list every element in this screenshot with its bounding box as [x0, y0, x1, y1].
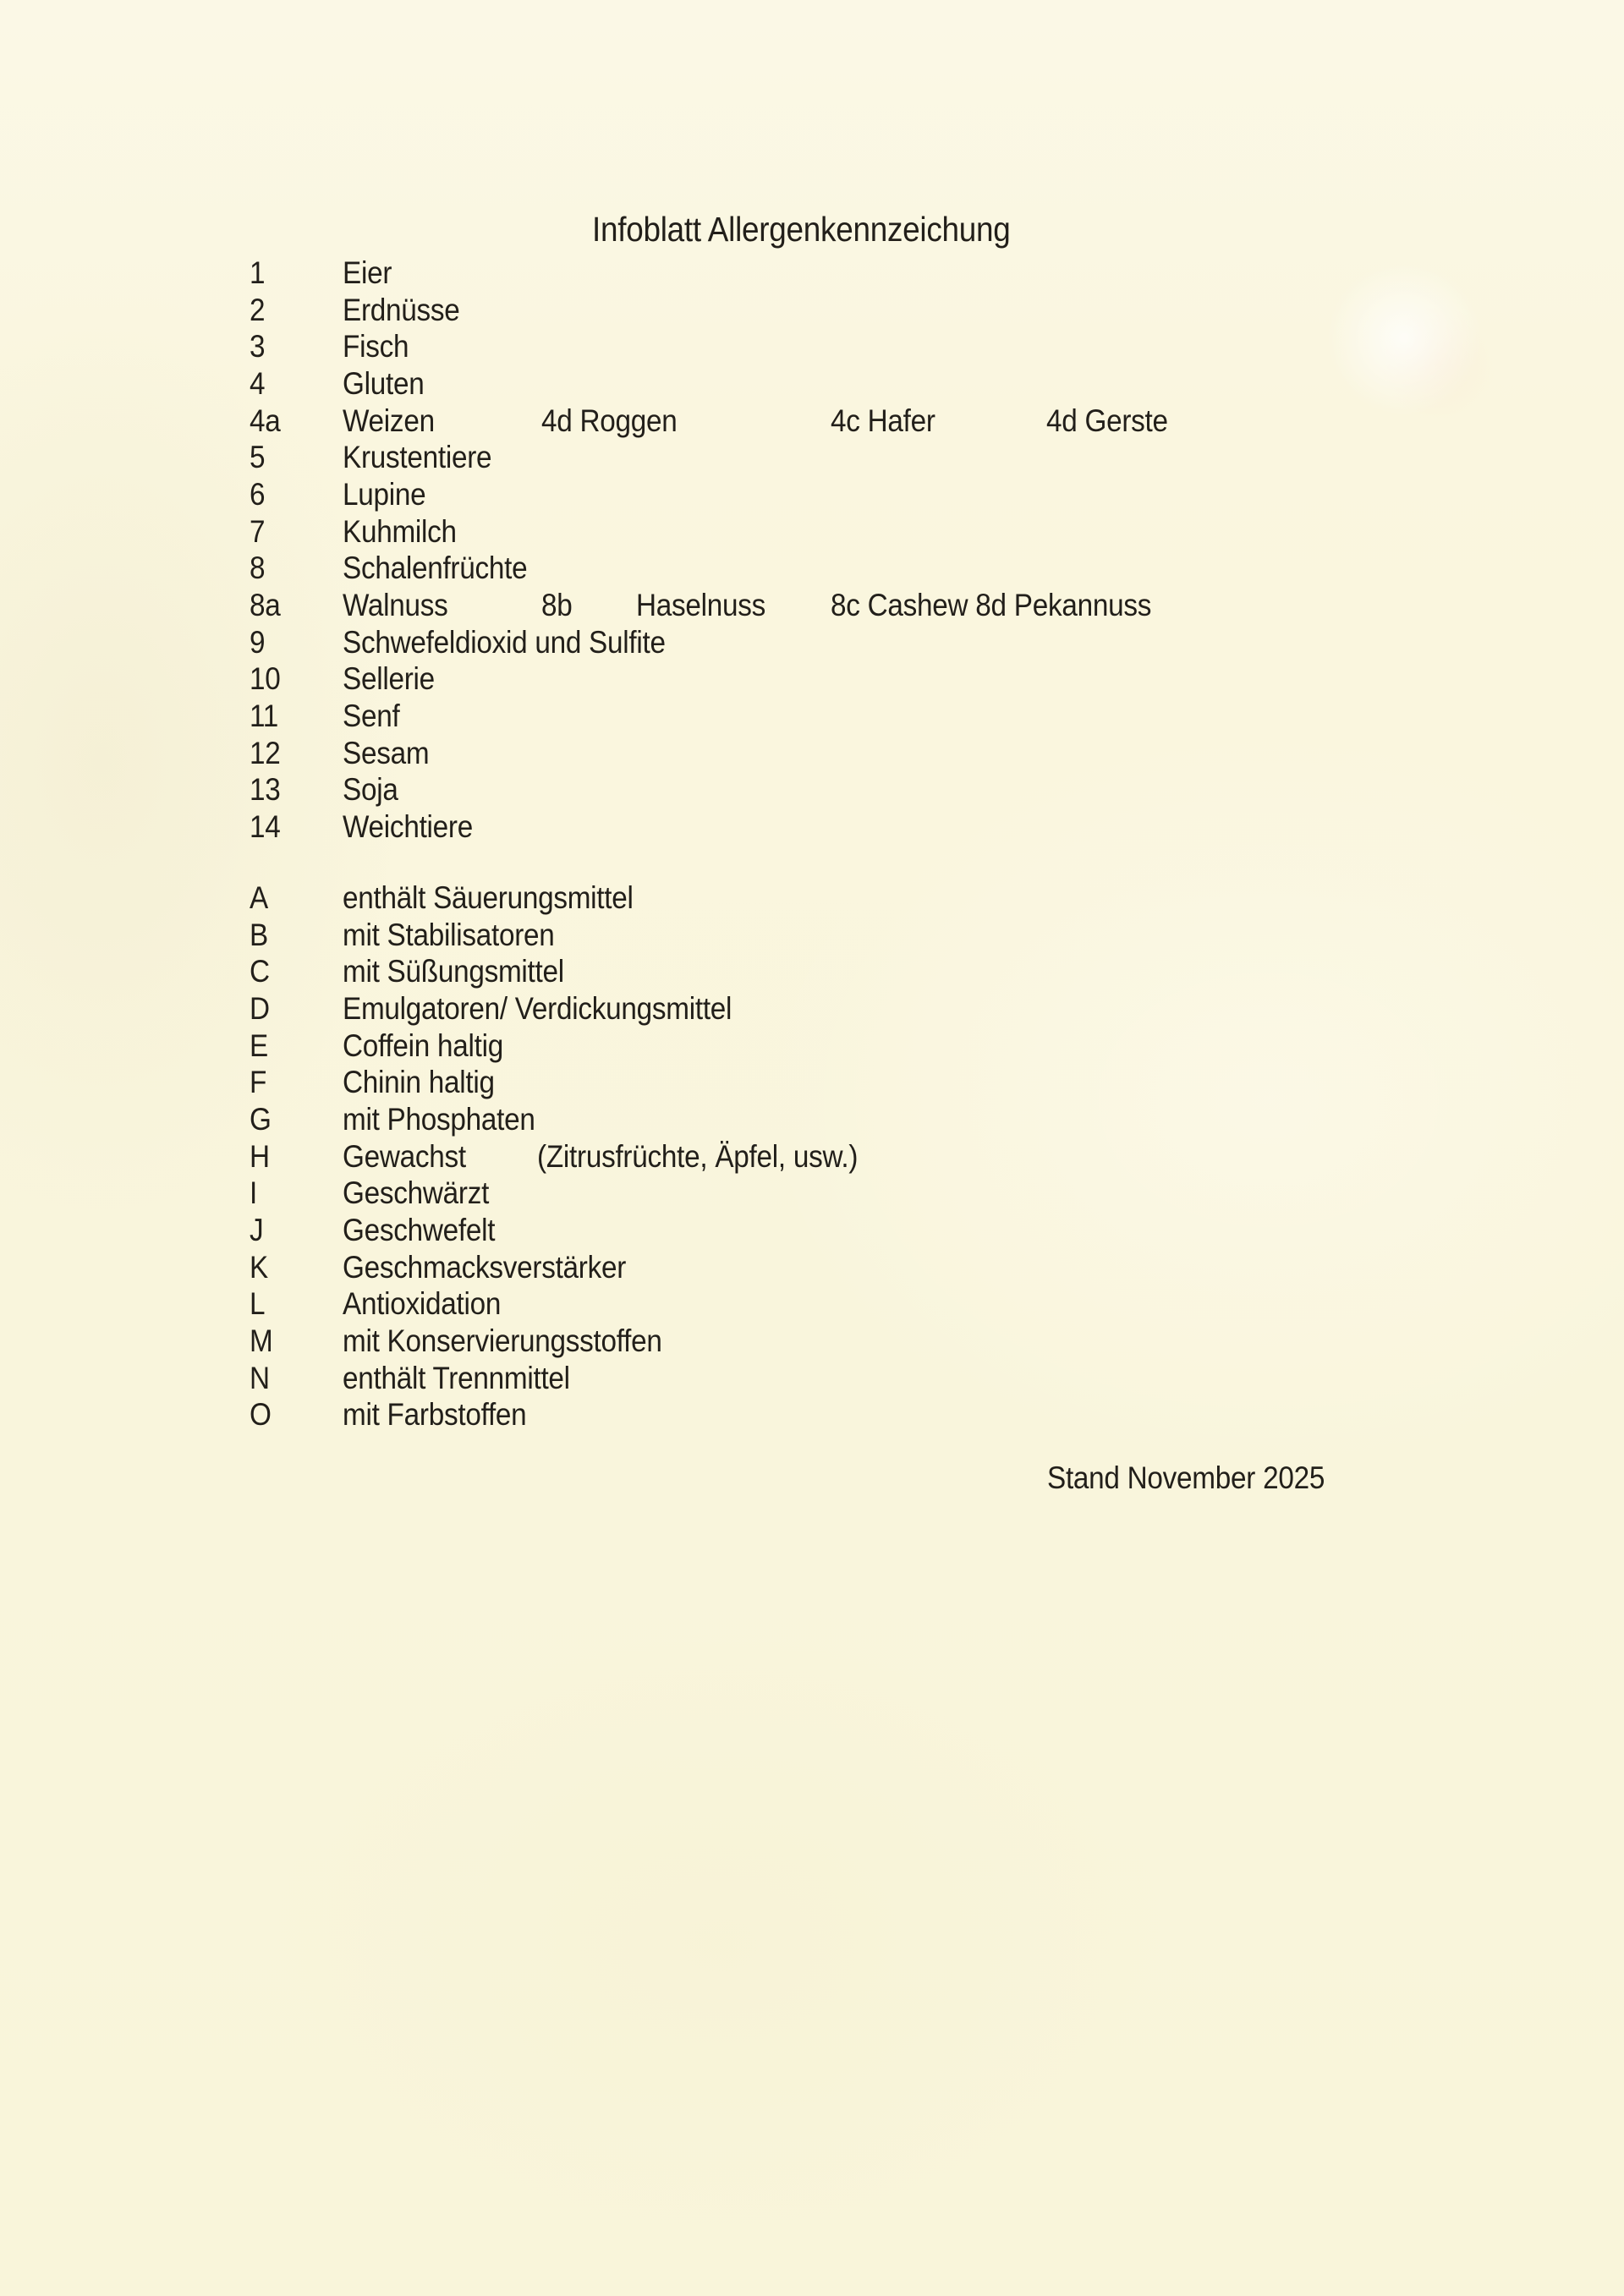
additive-code: O — [250, 1397, 272, 1433]
additive-label: enthält Säuerungsmittel — [343, 879, 634, 915]
allergen-row — [0, 698, 1624, 735]
allergen-number: 6 — [250, 476, 266, 512]
additive-code: K — [250, 1249, 268, 1285]
allergen-label: Sesam — [343, 735, 430, 770]
additive-code: C — [250, 954, 270, 989]
allergen-subtype-8b: 8b — [541, 588, 573, 623]
additive-row-gewachst — [0, 1138, 1624, 1175]
additive-label: Emulgatoren/ Verdickungsmittel — [343, 990, 732, 1026]
additive-code: F — [250, 1065, 267, 1100]
additive-row — [0, 1360, 1624, 1397]
allergen-number: 1 — [250, 255, 266, 290]
allergen-number: 9 — [250, 624, 266, 660]
allergen-row-gluten-subtypes — [0, 403, 1624, 440]
allergen-row — [0, 735, 1624, 772]
additive-row — [0, 1064, 1624, 1101]
additive-label: enthält Trennmittel — [343, 1360, 570, 1395]
allergen-label: Senf — [343, 699, 400, 734]
additive-label: Antioxidation — [343, 1286, 502, 1322]
allergen-number: 14 — [250, 809, 281, 845]
allergen-label: Krustentiere — [343, 440, 492, 475]
allergen-subtype-gerste: 4d Gerste — [1046, 403, 1168, 438]
allergen-number: 13 — [250, 772, 281, 808]
allergen-row — [0, 439, 1624, 476]
additive-code: G — [250, 1101, 272, 1137]
allergen-number: 3 — [250, 329, 266, 364]
additive-row — [0, 1101, 1624, 1138]
allergen-subtype-haselnuss: Haselnuss — [636, 588, 766, 623]
additive-label: Geschmacksverstärker — [343, 1249, 627, 1285]
allergen-label: Erdnüsse — [343, 292, 460, 327]
allergen-label: Gluten — [343, 365, 425, 401]
additive-label: Geschwefelt — [343, 1213, 496, 1248]
allergen-row — [0, 513, 1624, 551]
additive-code: I — [250, 1175, 257, 1211]
allergen-subtype-cashew-pekannuss: 8c Cashew 8d Pekannuss — [831, 588, 1152, 623]
additive-code: L — [250, 1286, 266, 1322]
additive-code: N — [250, 1360, 270, 1395]
additive-label: Geschwärzt — [343, 1175, 490, 1211]
allergen-label: Walnuss — [343, 588, 448, 623]
additive-label: Coffein haltig — [343, 1027, 503, 1063]
additive-row — [0, 1323, 1624, 1360]
allergen-number: 2 — [250, 292, 266, 327]
additive-row — [0, 990, 1624, 1027]
additive-label: Gewachst — [343, 1138, 466, 1174]
allergen-label: Fisch — [343, 329, 409, 364]
additive-code: M — [250, 1323, 273, 1359]
additive-row — [0, 1027, 1624, 1065]
additive-label: mit Farbstoffen — [343, 1397, 527, 1433]
additive-row — [0, 953, 1624, 990]
allergen-subtype-hafer: 4c Hafer — [831, 403, 935, 438]
allergen-number: 10 — [250, 661, 281, 697]
additive-label: mit Konservierungsstoffen — [343, 1323, 662, 1359]
additive-list — [0, 879, 1624, 1433]
additive-code: J — [250, 1213, 264, 1248]
additive-note: (Zitrusfrüchte, Äpfel, usw.) — [537, 1138, 859, 1174]
allergen-row — [0, 365, 1624, 403]
allergen-label: Sellerie — [343, 661, 435, 697]
additive-code: H — [250, 1138, 270, 1174]
allergen-row — [0, 292, 1624, 329]
allergen-row — [0, 551, 1624, 588]
page-title: Infoblatt Allergenkennzeichung — [592, 210, 1011, 249]
document-date-stamp: Stand November 2025 — [1047, 1460, 1325, 1495]
additive-row — [0, 1212, 1624, 1249]
additive-code: A — [250, 879, 268, 915]
additive-label: mit Phosphaten — [343, 1101, 535, 1137]
allergen-label: Eier — [343, 255, 392, 290]
allergen-number: 5 — [250, 440, 266, 475]
allergen-row — [0, 255, 1624, 292]
allergen-label: Kuhmilch — [343, 513, 457, 549]
additive-code: D — [250, 990, 270, 1026]
allergen-subtype-roggen: 4d Roggen — [541, 403, 678, 438]
allergen-number: 7 — [250, 513, 266, 549]
allergen-number: 4a — [250, 403, 281, 438]
allergen-row — [0, 476, 1624, 513]
allergen-number: 4 — [250, 365, 266, 401]
additive-label: Chinin haltig — [343, 1065, 495, 1100]
allergen-row — [0, 808, 1624, 846]
additive-label: mit Stabilisatoren — [343, 917, 555, 952]
additive-row — [0, 917, 1624, 954]
additive-row — [0, 1249, 1624, 1286]
allergen-label: Weizen — [343, 403, 435, 438]
allergen-label: Schwefeldioxid und Sulfite — [343, 624, 666, 660]
allergen-label: Weichtiere — [343, 809, 473, 845]
additive-row — [0, 879, 1624, 917]
allergen-label: Soja — [343, 772, 398, 808]
allergen-label: Schalenfrüchte — [343, 551, 528, 586]
allergen-row — [0, 661, 1624, 699]
allergen-row — [0, 624, 1624, 661]
additive-code: E — [250, 1027, 268, 1063]
allergen-label: Lupine — [343, 476, 426, 512]
additive-code: B — [250, 917, 268, 952]
allergen-row — [0, 772, 1624, 809]
allergen-list — [0, 255, 1624, 846]
allergen-row — [0, 328, 1624, 365]
allergen-row-nut-subtypes — [0, 587, 1624, 624]
allergen-number: 12 — [250, 735, 281, 770]
additive-label: mit Süßungsmittel — [343, 954, 564, 989]
additive-row — [0, 1286, 1624, 1323]
allergen-number: 8a — [250, 588, 281, 623]
additive-row — [0, 1397, 1624, 1434]
additive-row — [0, 1175, 1624, 1213]
allergen-number: 11 — [250, 699, 279, 734]
allergen-number: 8 — [250, 551, 266, 586]
